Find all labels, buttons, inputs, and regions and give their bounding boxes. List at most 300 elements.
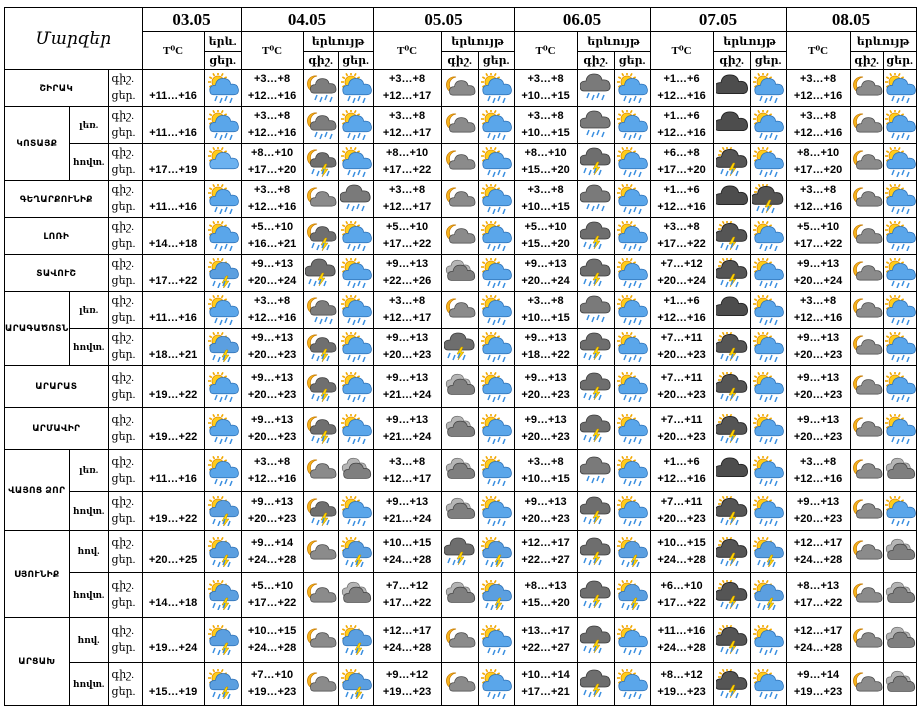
weather-icon-cell <box>204 218 241 255</box>
cloud-gray-icon <box>442 456 478 486</box>
day-temp: +15…+20 <box>521 238 570 250</box>
weather-icon-cell <box>577 292 614 329</box>
region-row <box>5 531 917 573</box>
region-name: ԿՈՏԱՅՔ <box>5 107 70 181</box>
night-temp: +5…+10 <box>250 221 294 233</box>
day-temp: +20…+23 <box>521 388 570 401</box>
temp-cell <box>786 450 850 492</box>
sun-rain-icon <box>479 295 514 325</box>
weather-icon-cell <box>614 255 650 292</box>
temp-cell <box>514 255 577 292</box>
cloud-rain-icon <box>578 295 614 325</box>
day-label: ցեր. <box>111 513 136 525</box>
night-temp: +7…+10 <box>250 669 294 681</box>
weather-icon-cell <box>713 181 750 218</box>
sun-rain-icon <box>615 147 650 177</box>
day-label: ցեր. <box>111 430 136 443</box>
weather-icon-cell <box>850 292 883 329</box>
period-labels <box>108 329 142 366</box>
night-temp: +9…+13 <box>796 496 840 508</box>
night-label: գիշ. <box>111 625 134 637</box>
temp-cell <box>142 492 204 531</box>
moon-cloud-icon <box>442 73 478 103</box>
temp-cell <box>514 492 577 531</box>
sun-storm-icon <box>205 258 241 288</box>
day-temp: +16…+21 <box>247 238 297 250</box>
weather-icon-cell <box>850 107 883 144</box>
weather-icon-cell <box>614 366 650 408</box>
day-label: ցեր. <box>111 553 136 566</box>
sun-rain-icon <box>751 332 786 362</box>
temp-cell <box>241 492 303 531</box>
day-temp: +12…+16 <box>793 472 843 485</box>
weather-icon-cell <box>850 450 883 492</box>
day-temp: +11…+16 <box>149 472 197 485</box>
weather-icon-cell <box>338 181 373 218</box>
weather-icon-cell <box>303 450 338 492</box>
day-temp: +20…+23 <box>657 513 706 525</box>
temp-cell <box>373 218 441 255</box>
weather-icon-cell <box>303 573 338 618</box>
sun-storm-icon <box>615 537 650 567</box>
day-temp: +20…+23 <box>521 513 570 525</box>
day-header-3: ցեր. <box>614 52 650 70</box>
weather-icon-cell <box>614 573 650 618</box>
cloud-gray-icon <box>339 456 373 486</box>
sun-rain-icon <box>339 110 373 140</box>
region-name: ԱՐՄԱՎԻՐ <box>5 408 109 450</box>
night-temp: +3…+8 <box>254 73 291 85</box>
weather-icon-cell <box>713 255 750 292</box>
weather-icon-cell <box>850 181 883 218</box>
phenomena-header-4: երևույթ <box>713 32 786 52</box>
temp-cell <box>786 218 850 255</box>
sun-rain-icon <box>751 221 786 251</box>
sun-rain-icon <box>751 496 786 526</box>
day-temp: +12…+17 <box>382 90 432 102</box>
temp-cell <box>241 218 303 255</box>
weather-icon-cell <box>303 366 338 408</box>
day-temp: +12…+16 <box>793 90 843 102</box>
night-temp: +9…+13 <box>796 413 840 426</box>
weather-icon-cell <box>338 618 373 663</box>
date-header-3: 06.05 <box>514 8 650 32</box>
sun-rain-icon <box>884 295 916 325</box>
day-temp: +12…+16 <box>657 472 706 485</box>
day-temp: +11…+16 <box>149 201 197 213</box>
day-temp: +20…+23 <box>521 430 570 443</box>
day-temp: +17…+20 <box>657 164 706 176</box>
cloud-storm-icon <box>578 258 614 288</box>
weather-icon-cell <box>577 663 614 706</box>
day-label: ցեր. <box>111 686 136 698</box>
temp-cell <box>241 618 303 663</box>
weather-icon-cell <box>577 618 614 663</box>
temp-cell <box>142 107 204 144</box>
date-header-1: 04.05 <box>241 8 373 32</box>
weather-icon-cell <box>204 450 241 492</box>
cloud-gray-icon <box>884 669 916 699</box>
night-temp: +3…+8 <box>389 455 426 468</box>
night-temp: +8…+10 <box>796 147 840 159</box>
moon-cloud-icon <box>304 537 338 567</box>
temp-cell <box>650 292 713 329</box>
weather-icon-cell <box>850 329 883 366</box>
weather-icon-cell <box>441 107 478 144</box>
temp-cell <box>514 329 577 366</box>
day-temp: +20…+23 <box>382 349 432 361</box>
weather-icon-cell <box>478 450 514 492</box>
day-temp: +12…+16 <box>793 201 843 213</box>
sun-rain-icon <box>615 372 650 402</box>
night-temp: +12…+17 <box>521 536 570 549</box>
moon-cloud-icon <box>304 625 338 655</box>
weather-icon-cell <box>850 218 883 255</box>
night-temp: +8…+13 <box>796 580 840 592</box>
cloud-storm-icon <box>578 496 614 526</box>
cloud-storm-icon <box>578 669 614 699</box>
sun-rain-icon <box>751 147 786 177</box>
weather-icon-cell <box>850 618 883 663</box>
night-temp: +9…+13 <box>250 258 294 270</box>
moon-cloud-icon <box>851 184 883 214</box>
storm-rain-icon <box>714 537 750 567</box>
day-temp: +10…+15 <box>521 312 570 324</box>
night-label: գիշ. <box>111 73 134 85</box>
temp-cell <box>786 531 850 573</box>
moon-cloud-rain-icon <box>304 73 338 103</box>
day-temp: +20…+25 <box>148 553 198 566</box>
temp-cell <box>142 70 204 107</box>
day-temp: +12…+17 <box>382 201 432 213</box>
temp-header-0: T⁰C <box>142 32 204 70</box>
day-temp: +15…+20 <box>521 597 570 609</box>
night-temp: +8…+10 <box>524 147 567 159</box>
sun-rain-icon <box>479 414 514 444</box>
sun-rain-icon <box>615 184 650 214</box>
weather-icon-cell <box>441 450 478 492</box>
temp-cell <box>514 107 577 144</box>
night-temp: +12…+17 <box>793 625 843 637</box>
cloud-storm-icon <box>578 332 614 362</box>
day-temp: +12…+16 <box>247 201 297 213</box>
temp-header-2: T⁰C <box>373 32 441 70</box>
storm-rain-icon <box>714 580 750 610</box>
temp-cell <box>373 255 441 292</box>
sun-rain-icon <box>339 496 373 526</box>
temp-cell <box>650 573 713 618</box>
sun-storm-icon <box>479 537 514 567</box>
sun-storm-icon <box>751 580 786 610</box>
region-row <box>5 329 917 366</box>
day-header-2: ցեր. <box>478 52 514 70</box>
night-temp: +7…+11 <box>660 413 703 426</box>
night-temp: +3…+8 <box>254 184 291 196</box>
temp-cell <box>373 492 441 531</box>
sun-rain-icon <box>615 414 650 444</box>
cloud-gray-icon <box>442 258 478 288</box>
day-temp: +19…+22 <box>148 430 198 443</box>
period-labels <box>108 107 142 144</box>
subregion-label: հովտ. <box>69 144 108 181</box>
weather-icon-cell <box>303 181 338 218</box>
weather-icon-cell <box>614 107 650 144</box>
day-temp: +12…+17 <box>382 127 432 139</box>
period-labels <box>108 408 142 450</box>
weather-icon-cell <box>577 181 614 218</box>
day-label: ցեր. <box>111 388 136 401</box>
storm-rain-icon <box>714 669 750 699</box>
region-name: ՏԱՎՈՒՇ <box>5 255 109 292</box>
day-temp: +17…+22 <box>382 164 432 176</box>
night-temp: +6…+8 <box>663 147 700 159</box>
day-temp: +22…+27 <box>521 642 570 654</box>
region-row <box>5 366 917 408</box>
temp-cell <box>241 366 303 408</box>
temp-cell <box>373 144 441 181</box>
sun-rain-icon <box>751 258 786 288</box>
night-label: գիշ. <box>111 580 134 592</box>
weather-icon-cell <box>713 218 750 255</box>
temp-header-4: T⁰C <box>650 32 713 70</box>
night-label: գիշ. <box>111 147 134 159</box>
weather-icon-cell <box>338 218 373 255</box>
weather-icon-cell <box>478 618 514 663</box>
weather-icon-cell <box>303 70 338 107</box>
day-temp: +11…+16 <box>149 127 197 139</box>
period-labels <box>108 663 142 706</box>
moon-cloud-icon <box>851 258 883 288</box>
weather-icon-cell <box>713 618 750 663</box>
day-temp: +17…+22 <box>657 597 706 609</box>
sun-rain-icon <box>479 147 514 177</box>
day-temp: +21…+24 <box>382 430 432 443</box>
weather-icon-cell <box>614 531 650 573</box>
temp-cell <box>142 573 204 618</box>
moon-cloud-icon <box>851 73 883 103</box>
weather-icon-cell <box>577 70 614 107</box>
temp-cell <box>650 181 713 218</box>
sun-storm-icon <box>339 537 373 567</box>
weather-icon-cell <box>441 618 478 663</box>
day-label: ցեր. <box>111 201 136 213</box>
region-name: ԱՐՑԱԽ <box>5 618 70 706</box>
moon-storm-icon <box>304 332 338 362</box>
moon-cloud-icon <box>851 669 883 699</box>
weather-icon-cell <box>577 329 614 366</box>
day-header-1: ցեր. <box>338 52 373 70</box>
night-header-5: գիշ. <box>850 52 883 70</box>
weather-icon-cell <box>478 366 514 408</box>
weather-icon-cell <box>883 450 916 492</box>
night-label: գիշ. <box>111 332 134 344</box>
sun-rain-icon <box>751 456 786 486</box>
period-labels <box>108 144 142 181</box>
temp-cell <box>241 329 303 366</box>
temp-cell <box>786 573 850 618</box>
sun-rain-icon <box>615 496 650 526</box>
moon-cloud-icon <box>851 295 883 325</box>
subregion-label: հովտ. <box>69 329 108 366</box>
day-temp: +10…+15 <box>521 201 570 213</box>
night-temp: +3…+8 <box>800 110 837 122</box>
night-temp: +3…+8 <box>527 110 564 122</box>
sun-rain-icon <box>339 221 373 251</box>
weather-icon-cell <box>577 107 614 144</box>
weather-icon-cell <box>204 255 241 292</box>
weather-icon-cell <box>750 70 786 107</box>
sun-rain-icon <box>884 414 916 444</box>
temp-cell <box>142 144 204 181</box>
date-header-2: 05.05 <box>373 8 514 32</box>
sun-rain-icon <box>751 669 786 699</box>
day-temp: +19…+22 <box>148 388 198 401</box>
temp-cell <box>650 450 713 492</box>
day-temp: +20…+23 <box>793 349 843 361</box>
subregion-label: հովտ. <box>69 573 108 618</box>
weather-icon-cell <box>338 408 373 450</box>
night-temp: +7…+11 <box>660 496 703 508</box>
day-temp: +12…+17 <box>382 312 432 324</box>
forecast-table <box>4 7 917 706</box>
day-temp: +24…+28 <box>382 553 432 566</box>
weather-icon-cell <box>441 292 478 329</box>
day-temp: +12…+16 <box>793 312 843 324</box>
night-temp: +9…+13 <box>250 496 294 508</box>
weather-icon-cell <box>577 218 614 255</box>
moon-cloud-icon <box>304 184 338 214</box>
day-temp: +12…+16 <box>657 201 706 213</box>
weather-icon-cell <box>883 573 916 618</box>
weather-icon-cell <box>441 492 478 531</box>
day-temp: +12…+16 <box>247 472 297 485</box>
weather-icon-cell <box>850 492 883 531</box>
temp-header-3: T⁰C <box>514 32 577 70</box>
day-label: ցեր. <box>111 312 136 324</box>
night-temp: +9…+13 <box>250 371 294 384</box>
temp-cell <box>373 329 441 366</box>
day-temp: +20…+23 <box>247 349 297 361</box>
night-temp: +3…+8 <box>389 184 426 196</box>
temp-cell <box>650 663 713 706</box>
weather-icon-cell <box>577 408 614 450</box>
cloud-gray-icon <box>442 414 478 444</box>
weather-icon-cell <box>850 70 883 107</box>
night-temp: +3…+8 <box>527 295 564 307</box>
temp-cell <box>514 408 577 450</box>
night-temp: +9…+13 <box>385 413 429 426</box>
sun-rain-icon <box>751 73 786 103</box>
day-temp: +21…+24 <box>382 513 432 525</box>
subregion-label: հով. <box>69 531 108 573</box>
temp-cell <box>514 573 577 618</box>
temp-cell <box>786 255 850 292</box>
moon-cloud-rain-icon <box>304 110 338 140</box>
weather-icon-cell <box>204 366 241 408</box>
sun-rain-icon <box>615 110 650 140</box>
night-header-4: գիշ. <box>713 52 750 70</box>
phenomena-header-3: երևույթ <box>577 32 650 52</box>
sun-rain-icon <box>615 456 650 486</box>
night-temp: +5…+10 <box>524 221 567 233</box>
temp-cell <box>650 329 713 366</box>
night-temp: +9…+14 <box>796 669 840 681</box>
day-temp: +17…+19 <box>148 164 198 176</box>
weather-icon-cell <box>713 663 750 706</box>
weather-icon-cell <box>750 663 786 706</box>
day-temp: +24…+28 <box>382 642 432 654</box>
weather-icon-cell <box>614 663 650 706</box>
weather-icon-cell <box>614 450 650 492</box>
night-temp: +5…+10 <box>250 580 294 592</box>
temp-cell <box>786 408 850 450</box>
storm-rain-icon <box>714 332 750 362</box>
weather-icon-cell <box>204 573 241 618</box>
sun-rain-icon <box>884 332 916 362</box>
moon-cloud-icon <box>442 669 478 699</box>
night-label: գիշ. <box>111 221 134 233</box>
region-name: ԳԵՂԱՐՔՈՒՆԻՔ <box>5 181 109 218</box>
day-label: ցեր. <box>111 597 136 609</box>
weather-icon-cell <box>577 450 614 492</box>
subregion-label: հով. <box>69 618 108 663</box>
weather-icon-cell <box>303 107 338 144</box>
weather-icon-cell <box>883 218 916 255</box>
temp-cell <box>241 70 303 107</box>
temp-cell <box>650 70 713 107</box>
day-temp: +18…+22 <box>521 349 570 361</box>
temp-cell <box>514 70 577 107</box>
sun-rain-icon <box>339 414 373 444</box>
weather-icon-cell <box>883 181 916 218</box>
day-temp: +19…+24 <box>148 642 198 654</box>
weather-icon-cell <box>750 107 786 144</box>
temp-cell <box>142 181 204 218</box>
sun-storm-icon <box>615 580 650 610</box>
storm-rain-icon <box>714 221 750 251</box>
night-temp: +3…+8 <box>800 455 837 468</box>
night-temp: +3…+8 <box>389 295 426 307</box>
weather-icon-cell <box>338 531 373 573</box>
day-temp: +20…+24 <box>793 275 843 287</box>
phenomena-header-5: երևույթ <box>850 32 916 52</box>
temp-cell <box>241 573 303 618</box>
region-row <box>5 492 917 531</box>
day-temp: +17…+22 <box>382 597 432 609</box>
moon-cloud-icon <box>442 625 478 655</box>
weather-icon-cell <box>713 492 750 531</box>
subregion-label: լեռ. <box>69 107 108 144</box>
weather-icon-cell <box>303 663 338 706</box>
weather-icon-cell <box>577 366 614 408</box>
day-temp: +24…+28 <box>793 553 843 566</box>
sun-rain-icon <box>615 669 650 699</box>
weather-icon-cell <box>850 255 883 292</box>
sun-storm-icon <box>205 669 241 699</box>
weather-icon-cell <box>478 573 514 618</box>
night-temp: +7…+11 <box>660 371 703 384</box>
weather-icon-cell <box>850 144 883 181</box>
weather-icon-cell <box>478 218 514 255</box>
night-temp: +8…+10 <box>385 147 429 159</box>
moon-cloud-icon <box>851 147 883 177</box>
temp-cell <box>786 492 850 531</box>
temp-cell <box>650 218 713 255</box>
sun-rain-icon <box>479 496 514 526</box>
region-row <box>5 573 917 618</box>
weather-icon-cell <box>750 218 786 255</box>
weather-icon-cell <box>883 618 916 663</box>
